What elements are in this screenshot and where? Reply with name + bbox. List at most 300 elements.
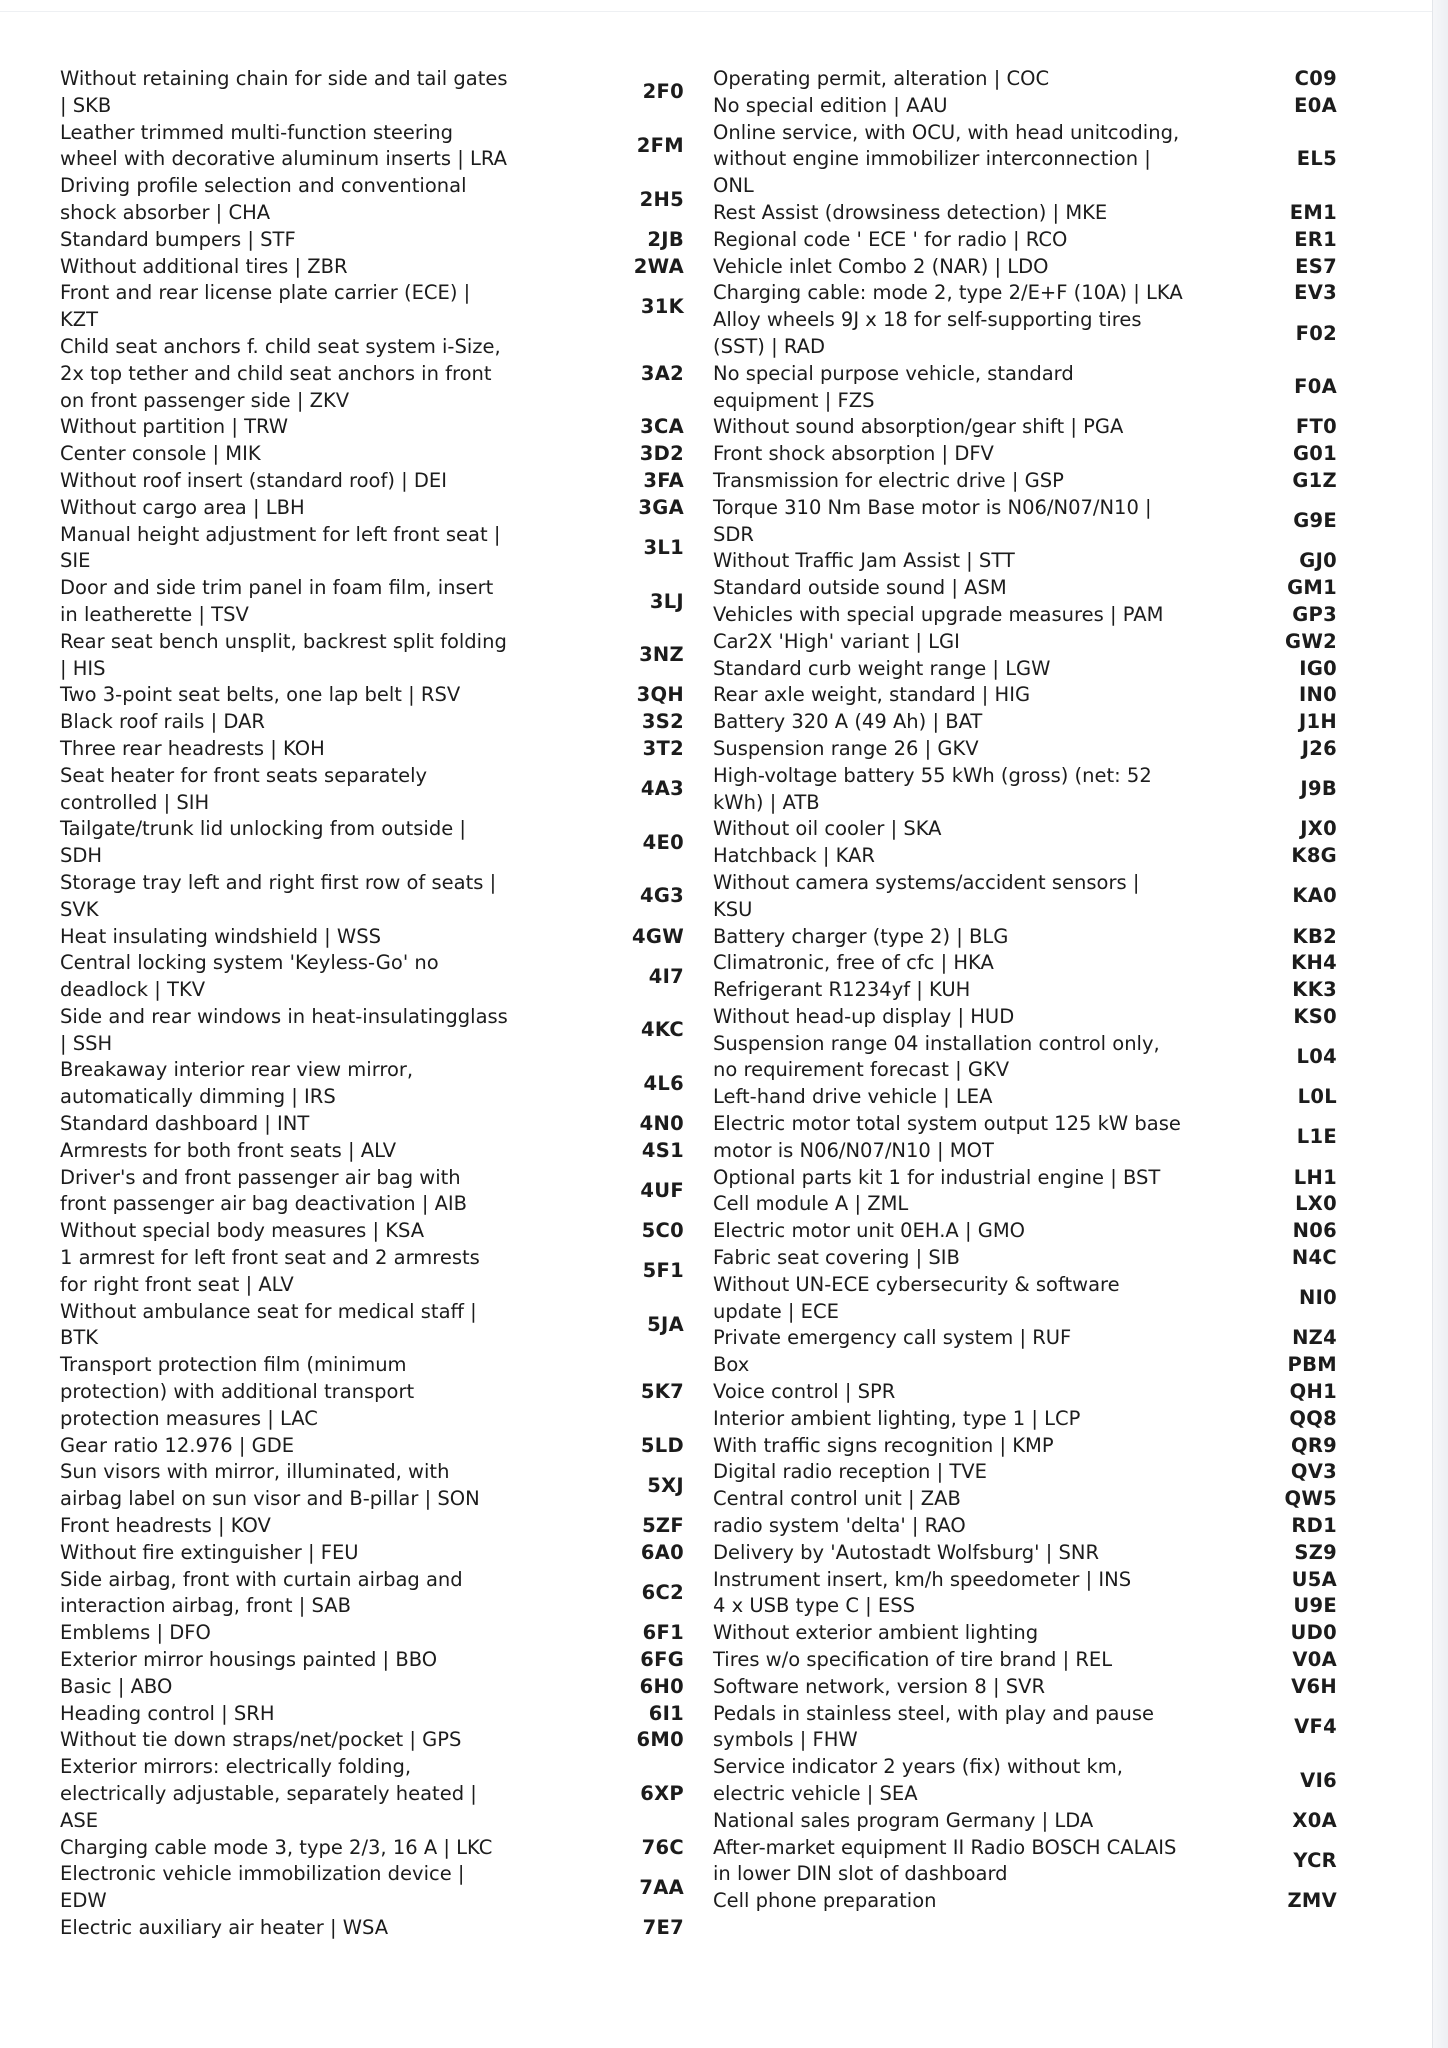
option-row	[713, 1620, 1353, 1647]
option-row	[60, 950, 692, 1004]
option-row	[713, 1272, 1353, 1326]
option-description: Without roof insert (standard roof) | DEI	[60, 468, 447, 492]
option-row	[60, 736, 692, 763]
option-description: Black roof rails | DAR	[60, 710, 265, 734]
option-code: 3GA	[638, 495, 684, 519]
option-row	[713, 120, 1353, 200]
option-description: Center console | MIK	[60, 442, 261, 466]
option-description: No special purpose vehicle, standard equipment | FZS	[713, 361, 1074, 412]
option-code: 5F1	[642, 1259, 684, 1283]
option-row	[713, 1004, 1353, 1031]
option-row	[713, 1701, 1353, 1755]
option-row	[60, 1861, 692, 1915]
option-code: EV3	[1294, 281, 1337, 305]
option-code: LH1	[1293, 1165, 1337, 1189]
option-code: ES7	[1295, 254, 1337, 278]
option-row	[713, 1433, 1353, 1460]
option-code: GP3	[1292, 602, 1337, 626]
option-code: IN0	[1298, 683, 1337, 707]
option-code: 6A0	[640, 1540, 684, 1564]
option-description: Electric motor total system output 125 kW base motor is N06/N07/N10 | MOT	[713, 1112, 1181, 1162]
option-row	[60, 1915, 692, 1942]
option-code: E0A	[1294, 93, 1337, 117]
option-row	[713, 1513, 1353, 1540]
option-code: 4UF	[640, 1179, 684, 1203]
option-description: Armrests for both front seats | ALV	[60, 1138, 397, 1162]
option-description: Cell module A | ZML	[713, 1192, 909, 1216]
option-description: Front and rear license plate carrier (ECE) | KZT	[60, 281, 471, 332]
option-code: KK3	[1292, 978, 1337, 1002]
option-description: Voice control | SPR	[713, 1380, 896, 1404]
option-description: Heading control | SRH	[60, 1701, 275, 1725]
option-code: EL5	[1296, 147, 1337, 171]
option-row	[60, 1352, 692, 1432]
option-row	[60, 495, 692, 522]
option-row	[713, 1459, 1353, 1486]
option-description: Transmission for electric drive | GSP	[713, 468, 1064, 492]
option-code: KH4	[1291, 951, 1337, 975]
option-description: Without special body measures | KSA	[60, 1219, 425, 1243]
option-row	[60, 1701, 692, 1728]
option-code: VF4	[1294, 1715, 1337, 1738]
option-row	[60, 709, 692, 736]
option-code: GM1	[1287, 576, 1337, 600]
option-code: N4C	[1291, 1246, 1337, 1270]
option-description: Without fire extinguisher | FEU	[60, 1540, 359, 1564]
option-description: Without additional tires | ZBR	[60, 254, 348, 278]
option-row	[713, 816, 1353, 843]
option-code: L0L	[1297, 1085, 1337, 1109]
option-code: 4A3	[640, 777, 684, 801]
option-description: Tailgate/trunk lid unlocking from outside | SDH	[60, 817, 466, 868]
option-row	[713, 495, 1353, 549]
option-description: Without oil cooler | SKA	[713, 817, 942, 841]
option-description: Without cargo area | LBH	[60, 495, 305, 519]
option-code: 4N0	[639, 1112, 684, 1136]
option-code: V6H	[1291, 1674, 1337, 1698]
option-description: Without partition | TRW	[60, 415, 289, 439]
option-code: 76C	[641, 1835, 684, 1859]
option-row	[60, 66, 692, 120]
option-description: Refrigerant R1234yf | KUH	[713, 978, 971, 1002]
option-code: QV3	[1290, 1460, 1337, 1484]
option-code: ER1	[1294, 227, 1337, 251]
option-row	[60, 1727, 692, 1754]
option-description: Sun visors with mirror, illuminated, with airbag label on sun visor and B-pillar | SON	[60, 1460, 480, 1511]
option-row	[60, 1057, 692, 1111]
option-row	[713, 629, 1353, 656]
option-row	[713, 709, 1353, 736]
option-row	[60, 1620, 692, 1647]
option-code: J26	[1301, 736, 1337, 760]
option-description: Left-hand drive vehicle | LEA	[713, 1085, 993, 1109]
option-code: V0A	[1292, 1648, 1337, 1672]
option-row	[713, 468, 1353, 495]
option-code: L1E	[1296, 1125, 1337, 1149]
option-code: SZ9	[1294, 1540, 1337, 1564]
option-code: 2WA	[633, 254, 684, 278]
option-description: Breakaway interior rear view mirror, automatically dimming | IRS	[60, 1058, 414, 1109]
option-row	[713, 870, 1353, 924]
option-description: Front headrests | KOV	[60, 1514, 271, 1538]
option-row	[713, 307, 1353, 361]
option-row	[713, 1540, 1353, 1567]
option-description: Standard curb weight range | LGW	[713, 656, 1051, 680]
option-code: ZMV	[1287, 1889, 1337, 1913]
option-description: Side airbag, front with curtain airbag and interaction airbag, front | SAB	[60, 1567, 463, 1618]
option-row	[60, 1835, 692, 1862]
option-row	[713, 843, 1353, 870]
option-row	[60, 1138, 692, 1165]
option-code: 3S2	[641, 710, 684, 734]
option-row	[713, 1754, 1353, 1808]
option-description: Exterior mirrors: electrically folding, electrically adjustable, separately heated | ASE	[60, 1755, 477, 1832]
option-row	[60, 924, 692, 951]
option-row	[60, 575, 692, 629]
option-code: QQ8	[1289, 1406, 1337, 1430]
option-row	[713, 1835, 1353, 1889]
right-options-column	[713, 66, 1353, 1915]
option-code: J1H	[1298, 710, 1337, 734]
option-row	[60, 1245, 692, 1299]
option-description: Regional code ' ECE ' for radio | RCO	[713, 227, 1068, 251]
option-description: Without head-up display | HUD	[713, 1004, 1015, 1028]
option-description: Basic | ABO	[60, 1674, 173, 1698]
option-row	[713, 254, 1353, 281]
option-code: 5C0	[641, 1219, 684, 1243]
option-code: C09	[1294, 67, 1337, 90]
option-row	[60, 1004, 692, 1058]
option-code: 4I7	[648, 964, 684, 988]
option-description: Pedals in stainless steel, with play and pause symbols | FHW	[713, 1701, 1154, 1752]
option-code: U9E	[1293, 1594, 1337, 1618]
option-description: Car2X 'High' variant | LGI	[713, 629, 960, 653]
option-row	[713, 1325, 1353, 1352]
option-code: N06	[1292, 1219, 1337, 1243]
option-description: Manual height adjustment for left front seat | SIE	[60, 522, 501, 573]
left-options-body	[60, 66, 692, 1942]
option-code: 6XP	[640, 1782, 684, 1805]
option-row	[713, 1567, 1353, 1594]
option-description: Charging cable: mode 2, type 2/E+F (10A) | LKA	[713, 281, 1183, 305]
right-options-table	[713, 66, 1353, 1915]
option-row	[713, 1191, 1353, 1218]
option-description: Without Traffic Jam Assist | STT	[713, 549, 1015, 573]
option-code: 3NZ	[639, 643, 684, 667]
option-row	[713, 1888, 1353, 1915]
option-description: Optional parts kit 1 for industrial engine | BST	[713, 1165, 1161, 1189]
left-options-column	[60, 66, 692, 1942]
option-row	[713, 361, 1353, 415]
option-row	[60, 1540, 692, 1567]
option-row	[713, 656, 1353, 683]
option-description: Without exterior ambient lighting	[713, 1621, 1039, 1645]
option-description: Front shock absorption | DFV	[713, 442, 994, 466]
option-row	[60, 1433, 692, 1460]
option-code: 3L1	[643, 535, 684, 559]
option-row	[60, 1459, 692, 1513]
option-description: Tires w/o specification of tire brand | REL	[713, 1648, 1113, 1672]
option-row	[60, 227, 692, 254]
option-code: VI6	[1300, 1768, 1337, 1792]
option-description: Standard outside sound | ASM	[713, 576, 1007, 600]
option-code: 2H5	[639, 187, 684, 211]
option-code: LX0	[1295, 1192, 1337, 1216]
option-description: Exterior mirror housings painted | BBO	[60, 1648, 438, 1672]
option-code: 6C2	[641, 1581, 684, 1605]
left-options-table	[60, 66, 692, 1942]
option-code: QH1	[1289, 1380, 1337, 1404]
option-code: 6H0	[639, 1674, 684, 1698]
option-description: Without sound absorption/gear shift | PGA	[713, 415, 1124, 439]
option-description: Cell phone preparation	[713, 1889, 937, 1913]
option-description: Hatchback | KAR	[713, 844, 875, 868]
option-row	[713, 441, 1353, 468]
option-description: Without retaining chain for side and tail gates | SKB	[60, 67, 508, 117]
option-code: 5JA	[647, 1313, 684, 1337]
option-code: KB2	[1292, 924, 1337, 948]
option-code: K8G	[1291, 844, 1337, 868]
option-row	[713, 1352, 1353, 1379]
option-description: Operating permit, alteration | COC	[713, 67, 1050, 90]
option-row	[60, 414, 692, 441]
option-row	[713, 1111, 1353, 1165]
option-code: X0A	[1292, 1808, 1337, 1832]
option-code: 5XJ	[647, 1473, 684, 1497]
option-description: radio system 'delta' | RAO	[713, 1514, 966, 1538]
option-code: 7AA	[639, 1875, 684, 1899]
option-row	[713, 1165, 1353, 1192]
option-code: 6I1	[648, 1701, 684, 1725]
option-code: IG0	[1299, 656, 1337, 680]
option-code: 4GW	[632, 924, 684, 948]
option-description: No special edition | AAU	[713, 93, 948, 117]
option-code: FT0	[1295, 415, 1337, 439]
option-description: After-market equipment II Radio BOSCH CALAIS in lower DIN slot of dashboard	[713, 1835, 1177, 1886]
option-row	[60, 522, 692, 576]
option-code: GW2	[1285, 629, 1337, 653]
option-description: Vehicle inlet Combo 2 (NAR) | LDO	[713, 254, 1049, 278]
option-code: GJ0	[1299, 549, 1337, 573]
option-row	[60, 1647, 692, 1674]
option-description: Without camera systems/accident sensors | KSU	[713, 870, 1140, 921]
option-description: Side and rear windows in heat-insulatingglass | SSH	[60, 1004, 508, 1055]
option-row	[60, 1754, 692, 1834]
option-description: Heat insulating windshield | WSS	[60, 924, 381, 948]
option-row	[713, 280, 1353, 307]
option-description: Central control unit | ZAB	[713, 1487, 961, 1511]
option-code: L04	[1296, 1045, 1337, 1069]
option-code: YCR	[1293, 1848, 1337, 1872]
option-description: Three rear headrests | KOH	[60, 736, 325, 760]
option-description: Box	[713, 1353, 750, 1377]
option-row	[713, 1406, 1353, 1433]
right-options-body	[713, 66, 1353, 1915]
option-code: EM1	[1289, 200, 1337, 224]
option-row	[713, 227, 1353, 254]
option-description: Transport protection film (minimum protection) with additional transport protection measures | LAC	[60, 1353, 415, 1430]
option-description: Electric motor unit 0EH.A | GMO	[713, 1219, 1025, 1243]
option-code: 31K	[640, 294, 684, 318]
option-description: Standard dashboard | INT	[60, 1112, 310, 1136]
option-row	[60, 1299, 692, 1353]
option-row	[60, 629, 692, 683]
option-row	[713, 1218, 1353, 1245]
option-code: 3T2	[642, 736, 684, 760]
option-row	[60, 816, 692, 870]
option-row	[60, 1674, 692, 1701]
option-description: Child seat anchors f. child seat system i-Size, 2x top tether and child seat anchors in front on front passenger side | ZKV	[60, 334, 501, 412]
option-row	[713, 200, 1353, 227]
option-row	[713, 575, 1353, 602]
option-row	[60, 1218, 692, 1245]
option-code: G9E	[1293, 509, 1337, 533]
option-row	[713, 682, 1353, 709]
option-description: Digital radio reception | TVE	[713, 1460, 987, 1484]
option-description: Leather trimmed multi-function steering wheel with decorative aluminum inserts | LRA	[60, 120, 508, 171]
option-code: G01	[1292, 442, 1337, 466]
option-description: Service indicator 2 years (fix) without km, electric vehicle | SEA	[713, 1755, 1123, 1805]
option-row	[713, 1245, 1353, 1272]
option-row	[713, 1593, 1353, 1620]
option-code: 5K7	[640, 1380, 684, 1404]
option-code: 3FA	[643, 468, 684, 492]
option-description: Delivery by 'Autostadt Wolfsburg' | SNR	[713, 1540, 1100, 1564]
option-description: Battery 320 A (49 Ah) | BAT	[713, 710, 983, 734]
option-description: Driver's and front passenger air bag with front passenger air bag deactivation | AIB	[60, 1165, 468, 1216]
option-code: QR9	[1290, 1433, 1337, 1457]
option-row	[713, 736, 1353, 763]
option-code: UD0	[1290, 1621, 1337, 1645]
option-row	[60, 334, 692, 414]
option-row	[713, 602, 1353, 629]
option-code: 2JB	[647, 227, 684, 251]
option-code: 4KC	[640, 1018, 684, 1042]
option-row	[60, 280, 692, 334]
option-description: Emblems | DFO	[60, 1621, 211, 1645]
option-description: Torque 310 Nm Base motor is N06/N07/N10 | SDR	[713, 495, 1152, 546]
option-description: Fabric seat covering | SIB	[713, 1246, 960, 1270]
option-code: QW5	[1284, 1487, 1337, 1511]
option-code: 5ZF	[642, 1514, 684, 1538]
option-code: 4E0	[642, 830, 684, 854]
option-code: 3D2	[639, 442, 684, 466]
option-description: 4 x USB type C | ESS	[713, 1594, 915, 1618]
option-row	[713, 1486, 1353, 1513]
option-row	[713, 1084, 1353, 1111]
option-description: Charging cable mode 3, type 2/3, 16 A | LKC	[60, 1835, 493, 1859]
option-row	[713, 924, 1353, 951]
option-code: 5LD	[640, 1433, 684, 1457]
option-code: PBM	[1287, 1353, 1337, 1377]
option-description: High-voltage battery 55 kWh (gross) (net: 52 kWh) | ATB	[713, 763, 1152, 814]
option-description: Suspension range 26 | GKV	[713, 736, 979, 760]
option-row	[713, 977, 1353, 1004]
option-code: 6FG	[640, 1648, 684, 1672]
option-row	[713, 1647, 1353, 1674]
option-code: F02	[1295, 321, 1337, 345]
option-row	[60, 1513, 692, 1540]
option-code: KA0	[1292, 884, 1337, 908]
option-description: Alloy wheels 9J x 18 for self-supporting tires (SST) | RAD	[713, 308, 1142, 358]
option-description: Climatronic, free of cfc | HKA	[713, 951, 994, 975]
option-description: Interior ambient lighting, type 1 | LCP	[713, 1406, 1081, 1430]
option-code: 3A2	[640, 361, 684, 385]
option-row	[713, 1379, 1353, 1406]
option-row	[713, 548, 1353, 575]
option-row	[713, 763, 1353, 817]
option-description: Gear ratio 12.976 | GDE	[60, 1433, 295, 1457]
option-row	[713, 1808, 1353, 1835]
option-row	[60, 870, 692, 924]
option-description: Vehicles with special upgrade measures | PAM	[713, 602, 1164, 626]
option-row	[713, 1674, 1353, 1701]
option-row	[60, 1567, 692, 1621]
option-row	[713, 93, 1353, 120]
option-row	[60, 254, 692, 281]
option-code: U5A	[1291, 1567, 1337, 1591]
option-code: 2FM	[636, 133, 684, 157]
option-description: With traffic signs recognition | KMP	[713, 1433, 1054, 1457]
option-description: Door and side trim panel in foam film, insert in leatherette | TSV	[60, 576, 494, 626]
option-code: 3QH	[636, 683, 684, 707]
option-code: F0A	[1294, 375, 1337, 399]
option-description: Without ambulance seat for medical staff | BTK	[60, 1299, 477, 1350]
option-code: 2F0	[642, 80, 684, 104]
option-code: 3LJ	[649, 589, 684, 613]
option-row	[713, 950, 1353, 977]
option-description: Without UN-ECE cybersecurity & software update | ECE	[713, 1272, 1120, 1323]
option-code: 4L6	[643, 1071, 684, 1095]
option-row	[713, 1031, 1353, 1085]
option-code: RD1	[1291, 1514, 1337, 1538]
option-code: 3CA	[640, 415, 684, 439]
option-description: Electronic vehicle immobilization device | EDW	[60, 1862, 465, 1913]
option-description: Central locking system 'Keyless-Go' no deadlock | TKV	[60, 951, 439, 1002]
option-description: Private emergency call system | RUF	[713, 1326, 1072, 1350]
option-row	[60, 682, 692, 709]
option-description: Suspension range 04 installation control only, no requirement forecast | GKV	[713, 1031, 1160, 1082]
option-row	[713, 66, 1353, 93]
option-code: G1Z	[1292, 468, 1337, 492]
option-description: Instrument insert, km/h speedometer | INS	[713, 1567, 1132, 1591]
option-description: Seat heater for front seats separately controlled | SIH	[60, 763, 428, 814]
option-row	[60, 1165, 692, 1219]
option-description: Online service, with OCU, with head unitcoding, without engine immobilizer interconnection | ONL	[713, 120, 1180, 198]
option-code: NZ4	[1292, 1326, 1337, 1350]
option-row	[60, 173, 692, 227]
option-code: JX0	[1300, 817, 1337, 841]
option-code: 7E7	[642, 1915, 684, 1939]
option-description: National sales program Germany | LDA	[713, 1808, 1094, 1832]
option-description: Rest Assist (drowsiness detection) | MKE	[713, 200, 1108, 224]
option-description: Standard bumpers | STF	[60, 227, 296, 251]
top-rule	[0, 11, 1432, 12]
option-row	[713, 414, 1353, 441]
option-description: Battery charger (type 2) | BLG	[713, 924, 1009, 948]
option-description: Storage tray left and right first row of seats | SVK	[60, 870, 497, 921]
option-row	[60, 1111, 692, 1138]
option-code: KS0	[1293, 1004, 1337, 1028]
option-code: NI0	[1298, 1286, 1337, 1310]
option-description: 1 armrest for left front seat and 2 armrests for right front seat | ALV	[60, 1246, 480, 1296]
option-row	[60, 441, 692, 468]
option-row	[60, 763, 692, 817]
option-description: Electric auxiliary air heater | WSA	[60, 1915, 389, 1939]
option-row	[60, 468, 692, 495]
option-code: 6M0	[636, 1728, 684, 1752]
option-description: Rear seat bench unsplit, backrest split folding | HIS	[60, 629, 507, 680]
